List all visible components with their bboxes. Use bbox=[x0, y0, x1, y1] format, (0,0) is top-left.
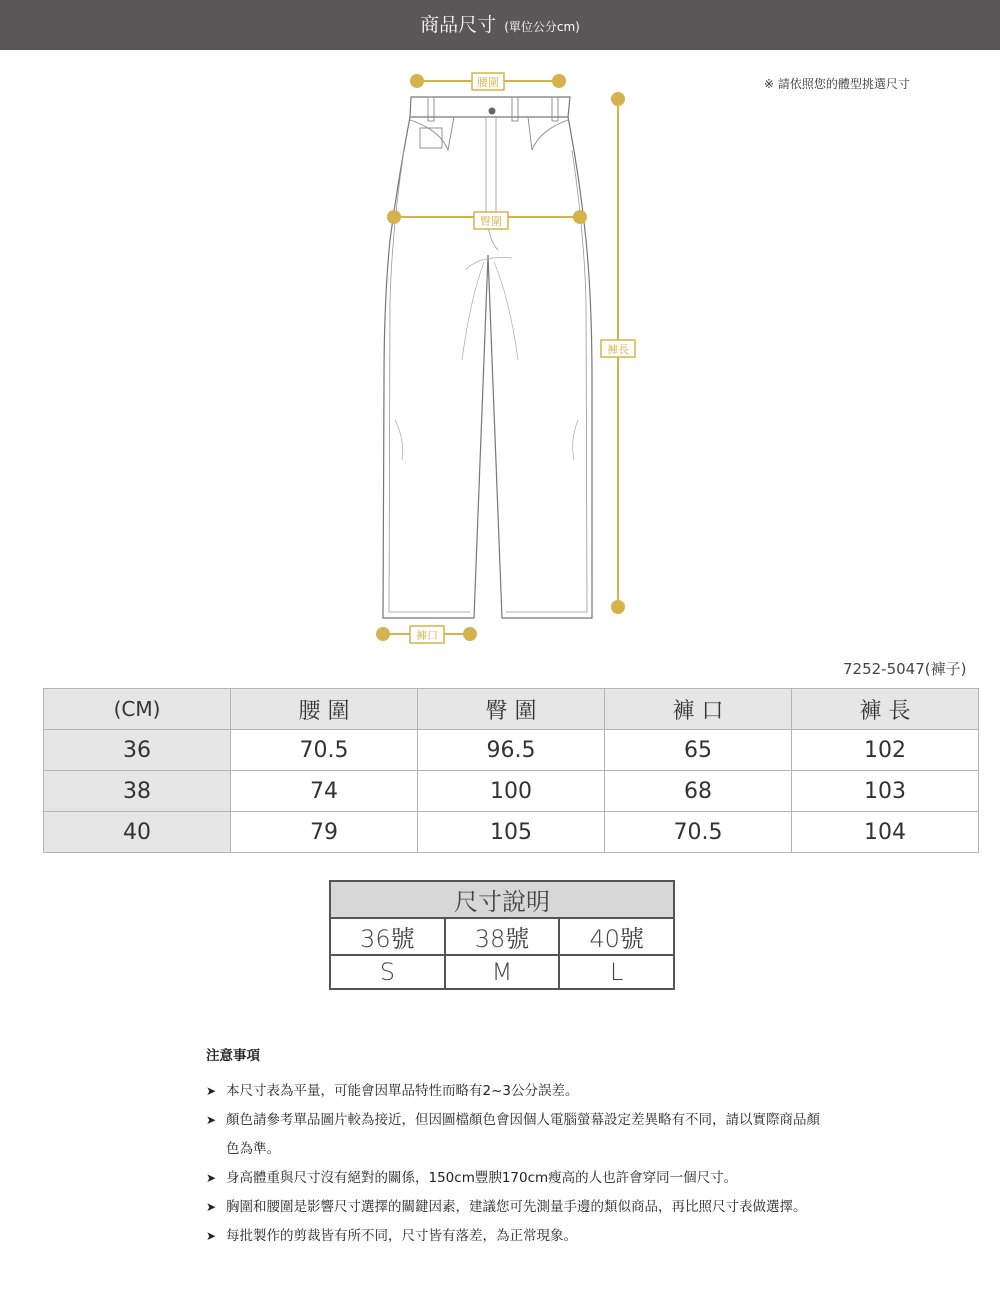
product-code: 7252-5047(褲子) bbox=[843, 660, 967, 678]
notes-heading: 注意事項 bbox=[206, 1048, 260, 1064]
arrow-bullet-icon: ➤ bbox=[206, 1113, 217, 1127]
note-text: 胸圍和腰圍是影響尺寸選擇的關鍵因素，建議您可先測量手邊的類似商品，再比照尺寸表做選擇。 bbox=[226, 1199, 807, 1215]
note-text: 顏色請參考單品圖片較為接近，但因圖檔顏色會因個人電腦螢幕設定差異略有不同，請以實際商品顏色為準。 bbox=[226, 1112, 820, 1157]
note-text: 本尺寸表為平量，可能會因單品特性而略有2~3公分誤差。 bbox=[226, 1083, 579, 1099]
notes-section bbox=[206, 1044, 826, 1251]
size-guide-row-numbers bbox=[330, 918, 674, 955]
waist-cell: 74 bbox=[231, 771, 418, 812]
arrow-bullet-icon: ➤ bbox=[206, 1200, 217, 1214]
header-unit: (單位公分cm) bbox=[504, 20, 580, 34]
list-item bbox=[206, 1164, 826, 1193]
hip-measure-line bbox=[387, 210, 587, 229]
length-cell: 104 bbox=[792, 812, 979, 853]
hip-cell: 100 bbox=[418, 771, 605, 812]
fit-note: ※ 請依照您的體型挑選尺寸 bbox=[764, 77, 910, 91]
hip-cell: 96.5 bbox=[418, 730, 605, 771]
length-measure-line bbox=[601, 92, 635, 614]
waist-measure-line bbox=[410, 73, 566, 90]
size-guide-row-letters bbox=[330, 955, 674, 989]
table-row bbox=[44, 730, 979, 771]
size-letter-cell: M bbox=[445, 955, 560, 989]
hip-label: 臀圍 bbox=[480, 215, 502, 228]
list-item bbox=[206, 1193, 826, 1222]
size-number-cell: 36號 bbox=[330, 918, 445, 955]
hip-cell: 105 bbox=[418, 812, 605, 853]
header-cell-hip: 臀 圍 bbox=[418, 689, 605, 730]
waist-cell: 70.5 bbox=[231, 730, 418, 771]
size-table bbox=[43, 688, 979, 853]
pants-diagram bbox=[0, 60, 1000, 660]
size-letter-cell: L bbox=[559, 955, 674, 989]
waist-label: 腰圍 bbox=[477, 76, 499, 89]
page-header bbox=[0, 0, 1000, 50]
header-cell-unit: (CM) bbox=[44, 689, 231, 730]
arrow-bullet-icon: ➤ bbox=[206, 1084, 217, 1098]
hem-cell: 65 bbox=[605, 730, 792, 771]
list-item bbox=[206, 1106, 826, 1164]
size-cell: 38 bbox=[44, 771, 231, 812]
header-cell-waist: 腰 圍 bbox=[231, 689, 418, 730]
size-table-header-row bbox=[44, 689, 979, 730]
hem-cell: 70.5 bbox=[605, 812, 792, 853]
size-guide-table bbox=[329, 880, 675, 990]
header-cell-hem: 褲 口 bbox=[605, 689, 792, 730]
arrow-bullet-icon: ➤ bbox=[206, 1171, 217, 1185]
size-guide-title: 尺寸說明 bbox=[330, 881, 674, 918]
note-text: 身高體重與尺寸沒有絕對的關係，150cm豐腴170cm瘦高的人也許會穿同一個尺寸。 bbox=[226, 1170, 738, 1186]
length-cell: 103 bbox=[792, 771, 979, 812]
note-text: 每批製作的剪裁皆有所不同，尺寸皆有落差，為正常現象。 bbox=[226, 1228, 577, 1244]
header-title: 商品尺寸 bbox=[420, 14, 497, 36]
pants-outline bbox=[383, 117, 592, 618]
hem-label: 褲口 bbox=[416, 629, 438, 642]
size-number-cell: 38號 bbox=[445, 918, 560, 955]
arrow-bullet-icon: ➤ bbox=[206, 1229, 217, 1243]
length-cell: 102 bbox=[792, 730, 979, 771]
table-row bbox=[44, 812, 979, 853]
size-number-cell: 40號 bbox=[559, 918, 674, 955]
size-letter-cell: S bbox=[330, 955, 445, 989]
hem-cell: 68 bbox=[605, 771, 792, 812]
list-item bbox=[206, 1222, 826, 1251]
hem-measure-line bbox=[376, 626, 477, 643]
size-cell: 36 bbox=[44, 730, 231, 771]
table-row bbox=[44, 771, 979, 812]
length-label: 褲長 bbox=[607, 343, 629, 356]
list-item bbox=[206, 1077, 826, 1106]
waist-cell: 79 bbox=[231, 812, 418, 853]
size-cell: 40 bbox=[44, 812, 231, 853]
header-cell-length: 褲 長 bbox=[792, 689, 979, 730]
